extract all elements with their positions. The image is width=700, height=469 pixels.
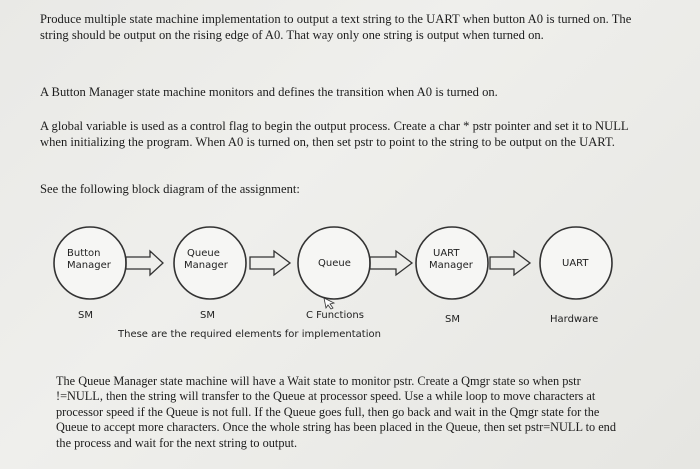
queue-manager-paragraph: The Queue Manager state machine will have a Wait state to monitor pstr. Create a Qmgr state so when pstr !=NULL, then the string will transfer to the Queue at processor speed. Use a while loop to move characters at processor speed if the Queue is not full. If the Queue goes full, then go back and wait in the Qmgr state for the Queue to accept more characters. Once the whole string has been placed in the Queue, then set pstr=NULL to end the process and wait for the next string to output. (56, 374, 616, 450)
node-uart (540, 227, 612, 325)
node-uart-manager (416, 227, 488, 325)
node-button-manager-sub: SM (78, 310, 93, 321)
arrow-4 (490, 251, 530, 275)
node-uart-manager-sub: SM (445, 314, 460, 325)
node-uart-manager-line1: UART (433, 248, 460, 259)
node-uart-manager-line2: Manager (429, 260, 473, 271)
node-queue-sub: C Functions (306, 310, 364, 321)
node-button-manager (54, 227, 126, 321)
node-button-manager-line1: Button (67, 248, 101, 259)
node-queue-line1: Queue (318, 258, 351, 269)
node-uart-line1: UART (562, 258, 589, 269)
diagram-intro-paragraph: See the following block diagram of the assignment: (40, 182, 300, 196)
node-queue-manager (174, 227, 246, 321)
node-button-manager-line2: Manager (67, 260, 111, 271)
arrow-1 (126, 251, 163, 275)
global-variable-paragraph: A global variable is used as a control flag to begin the output process. Create a char * pstr pointer and set it to NULL when initializing the program. When A0 is turned on, then set pstr to point to the string to be output on the UART. (40, 119, 629, 149)
button-manager-paragraph: A Button Manager state machine monitors and defines the transition when A0 is turned on. (40, 85, 498, 99)
node-queue-manager-line1: Queue (187, 248, 220, 259)
node-queue-manager-sub: SM (200, 310, 215, 321)
node-queue (298, 227, 370, 321)
arrow-3 (370, 251, 412, 275)
node-queue-manager-line2: Manager (184, 260, 228, 271)
node-uart-sub: Hardware (550, 314, 599, 325)
intro-paragraph: Produce multiple state machine implementation to output a text string to the UART when button A0 is turned on. The string should be output on the rising edge of A0. That way only one string is output when turned on. (40, 12, 632, 42)
arrow-2 (250, 251, 290, 275)
block-diagram (0, 220, 700, 350)
diagram-caption: These are the required elements for implementation (118, 329, 381, 340)
